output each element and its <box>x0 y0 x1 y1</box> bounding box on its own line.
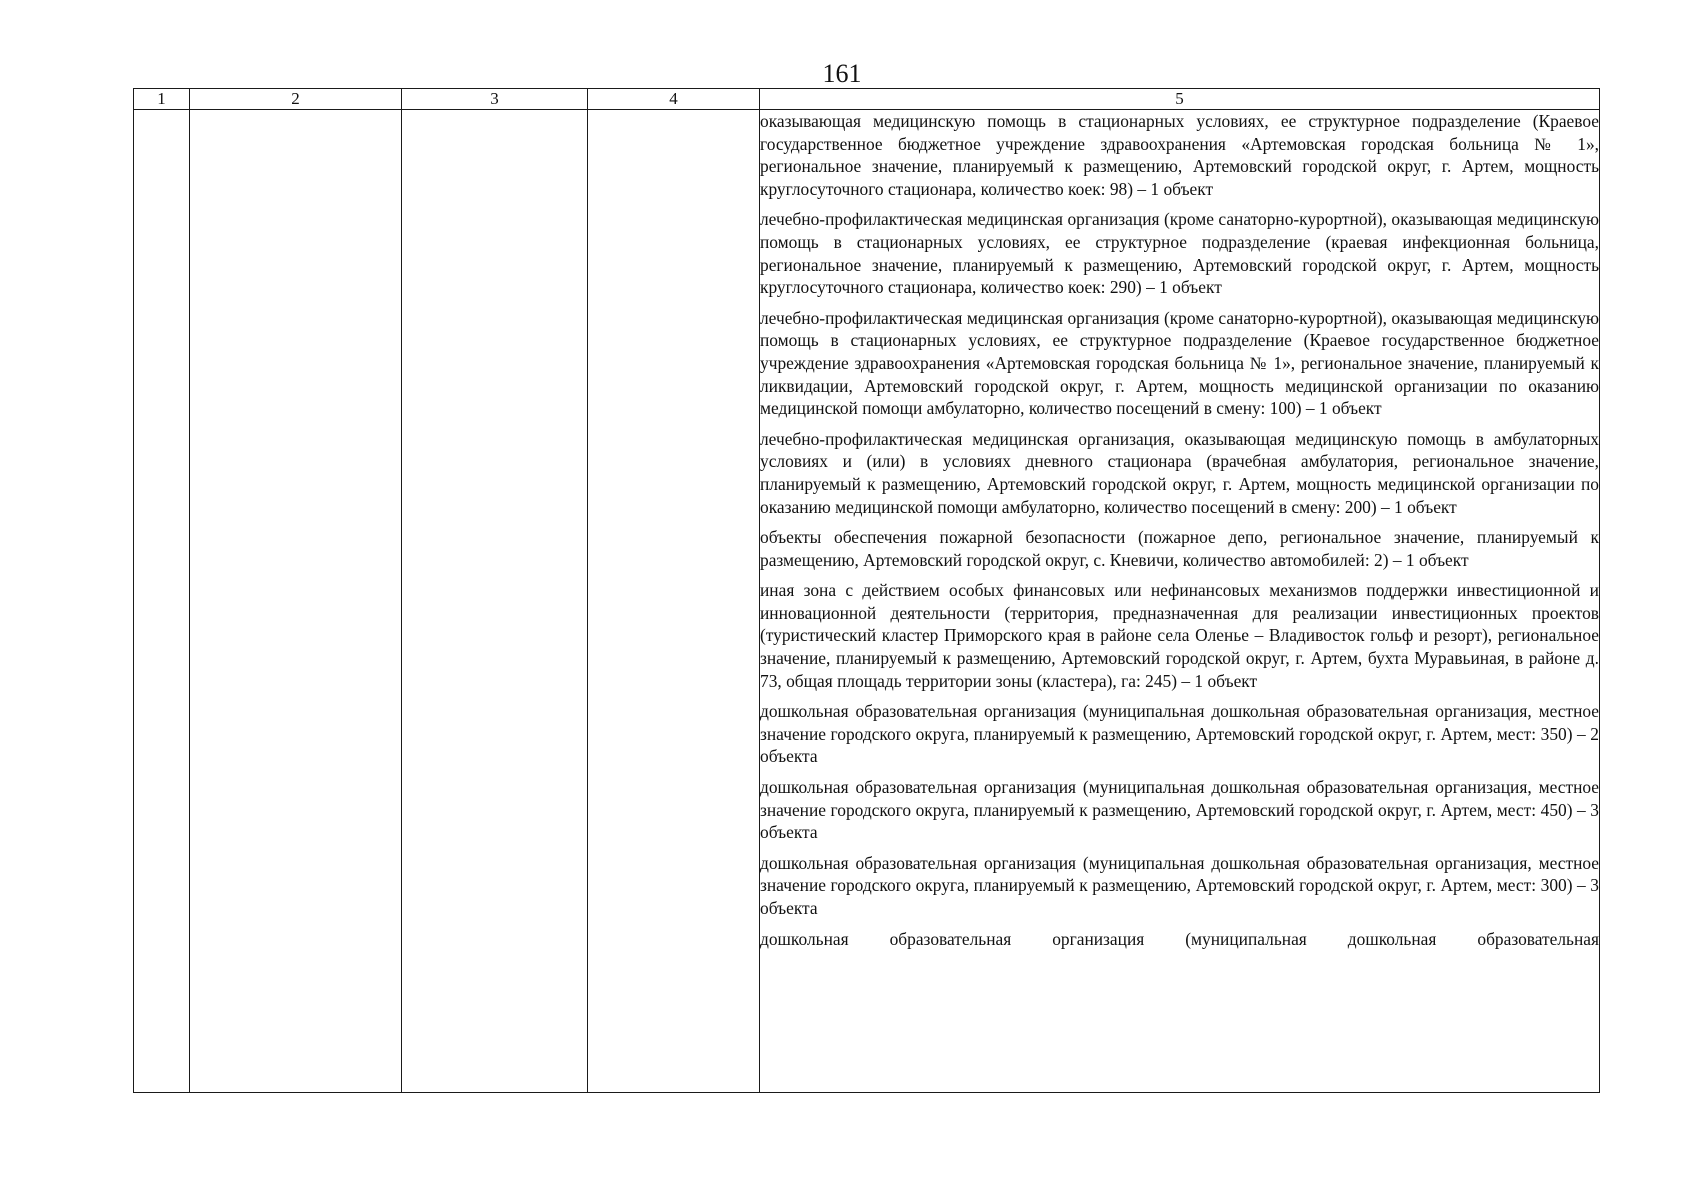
entry-text: лечебно-профилактическая медицинская организация (кроме санаторно-курортной), оказывающая медицинскую помощь в стационарных условиях, ее структурное подразделение (Краевое государственное бюджетное учреждение здравоохранения «Артемовская городская больница № 1», региональное значение, планируемый к ликвидации, Артемовский городской округ, г. Артем, мощность медицинской организации по оказанию медицинской помощи амбулаторно, количество посещений в смену: 100) – 1 объект <box>760 307 1599 419</box>
cell-col2 <box>190 110 402 1093</box>
column-header-1: 1 <box>134 89 190 110</box>
header-row <box>134 89 1600 110</box>
column-header-4: 4 <box>588 89 760 110</box>
column-header-2: 2 <box>190 89 402 110</box>
table-row <box>134 110 1600 1093</box>
entry-text: дошкольная образовательная организация (муниципальная дошкольная образовательная <box>760 928 1599 949</box>
entry-text: оказывающая медицинскую помощь в стационарных условиях, ее структурное подразделение (Краевое государственное бюджетное учреждение здравоохранения «Артемовская городская больница № 1», региональное значение, планируемый к размещению, Артемовский городской округ, г. Артем, мощность круглосуточного стационара, количество коек: 98) – 1 объект <box>760 111 1599 199</box>
entry-text: дошкольная образовательная организация (муниципальная дошкольная образовательная организация, местное значение городского округа, планируемый к размещению, Артемовский городской округ, г. Артем, мест: 450) – 3 объекта <box>760 777 1599 843</box>
cell-col5 <box>760 110 1600 1093</box>
cell-col1 <box>134 110 190 1093</box>
entry-text: объекты обеспечения пожарной безопасности (пожарное депо, региональное значение, планируемый к размещению, Артемовский городской округ, с. Кневичи, количество автомобилей: 2) – 1 объект <box>760 527 1599 570</box>
entry-text: дошкольная образовательная организация (муниципальная дошкольная образовательная организация, местное значение городского округа, планируемый к размещению, Артемовский городской округ, г. Артем, мест: 300) – 3 объекта <box>760 852 1599 918</box>
entry-text: дошкольная образовательная организация (муниципальная дошкольная образовательная организация, местное значение городского округа, планируемый к размещению, Артемовский городской округ, г. Артем, мест: 350) – 2 объекта <box>760 701 1599 767</box>
entry-text: лечебно-профилактическая медицинская организация (кроме санаторно-курортной), оказывающая медицинскую помощь в стационарных условиях, ее структурное подразделение (краевая инфекционная больница, региональное значение, планируемый к размещению, Артемовский городской округ, г. Артем, мощность круглосуточного стационара, количество коек: 290) – 1 объект <box>760 209 1599 298</box>
page-number: 161 <box>822 59 862 88</box>
cell-col4 <box>588 110 760 1093</box>
document-table <box>133 88 1600 1093</box>
entry-text: лечебно-профилактическая медицинская организация, оказывающая медицинскую помощь в амбулаторных условиях и (или) в условиях дневного стационара (врачебная амбулатория, региональное значение, планируемый к размещению, Артемовский городской округ, г. Артем, мощность медицинской организации по оказанию медицинской помощи амбулаторно, количество посещений в смену: 200) – 1 объект <box>760 428 1599 517</box>
column-header-5: 5 <box>760 89 1600 110</box>
column-header-3: 3 <box>402 89 588 110</box>
entry-text: иная зона с действием особых финансовых или нефинансовых механизмов поддержки инвестиционной и инновационной деятельности (территория, предназначенная для реализации инвестиционных проектов (туристический кластер Приморского края в районе села Оленье – Владивосток гольф и резорт), региональное значение, планируемый к размещению, Артемовский городской округ, г. Артем, бухта Муравьиная, в районе д. 73, общая площадь территории зоны (кластера), га: 245) – 1 объект <box>760 580 1599 691</box>
cell-col3 <box>402 110 588 1093</box>
